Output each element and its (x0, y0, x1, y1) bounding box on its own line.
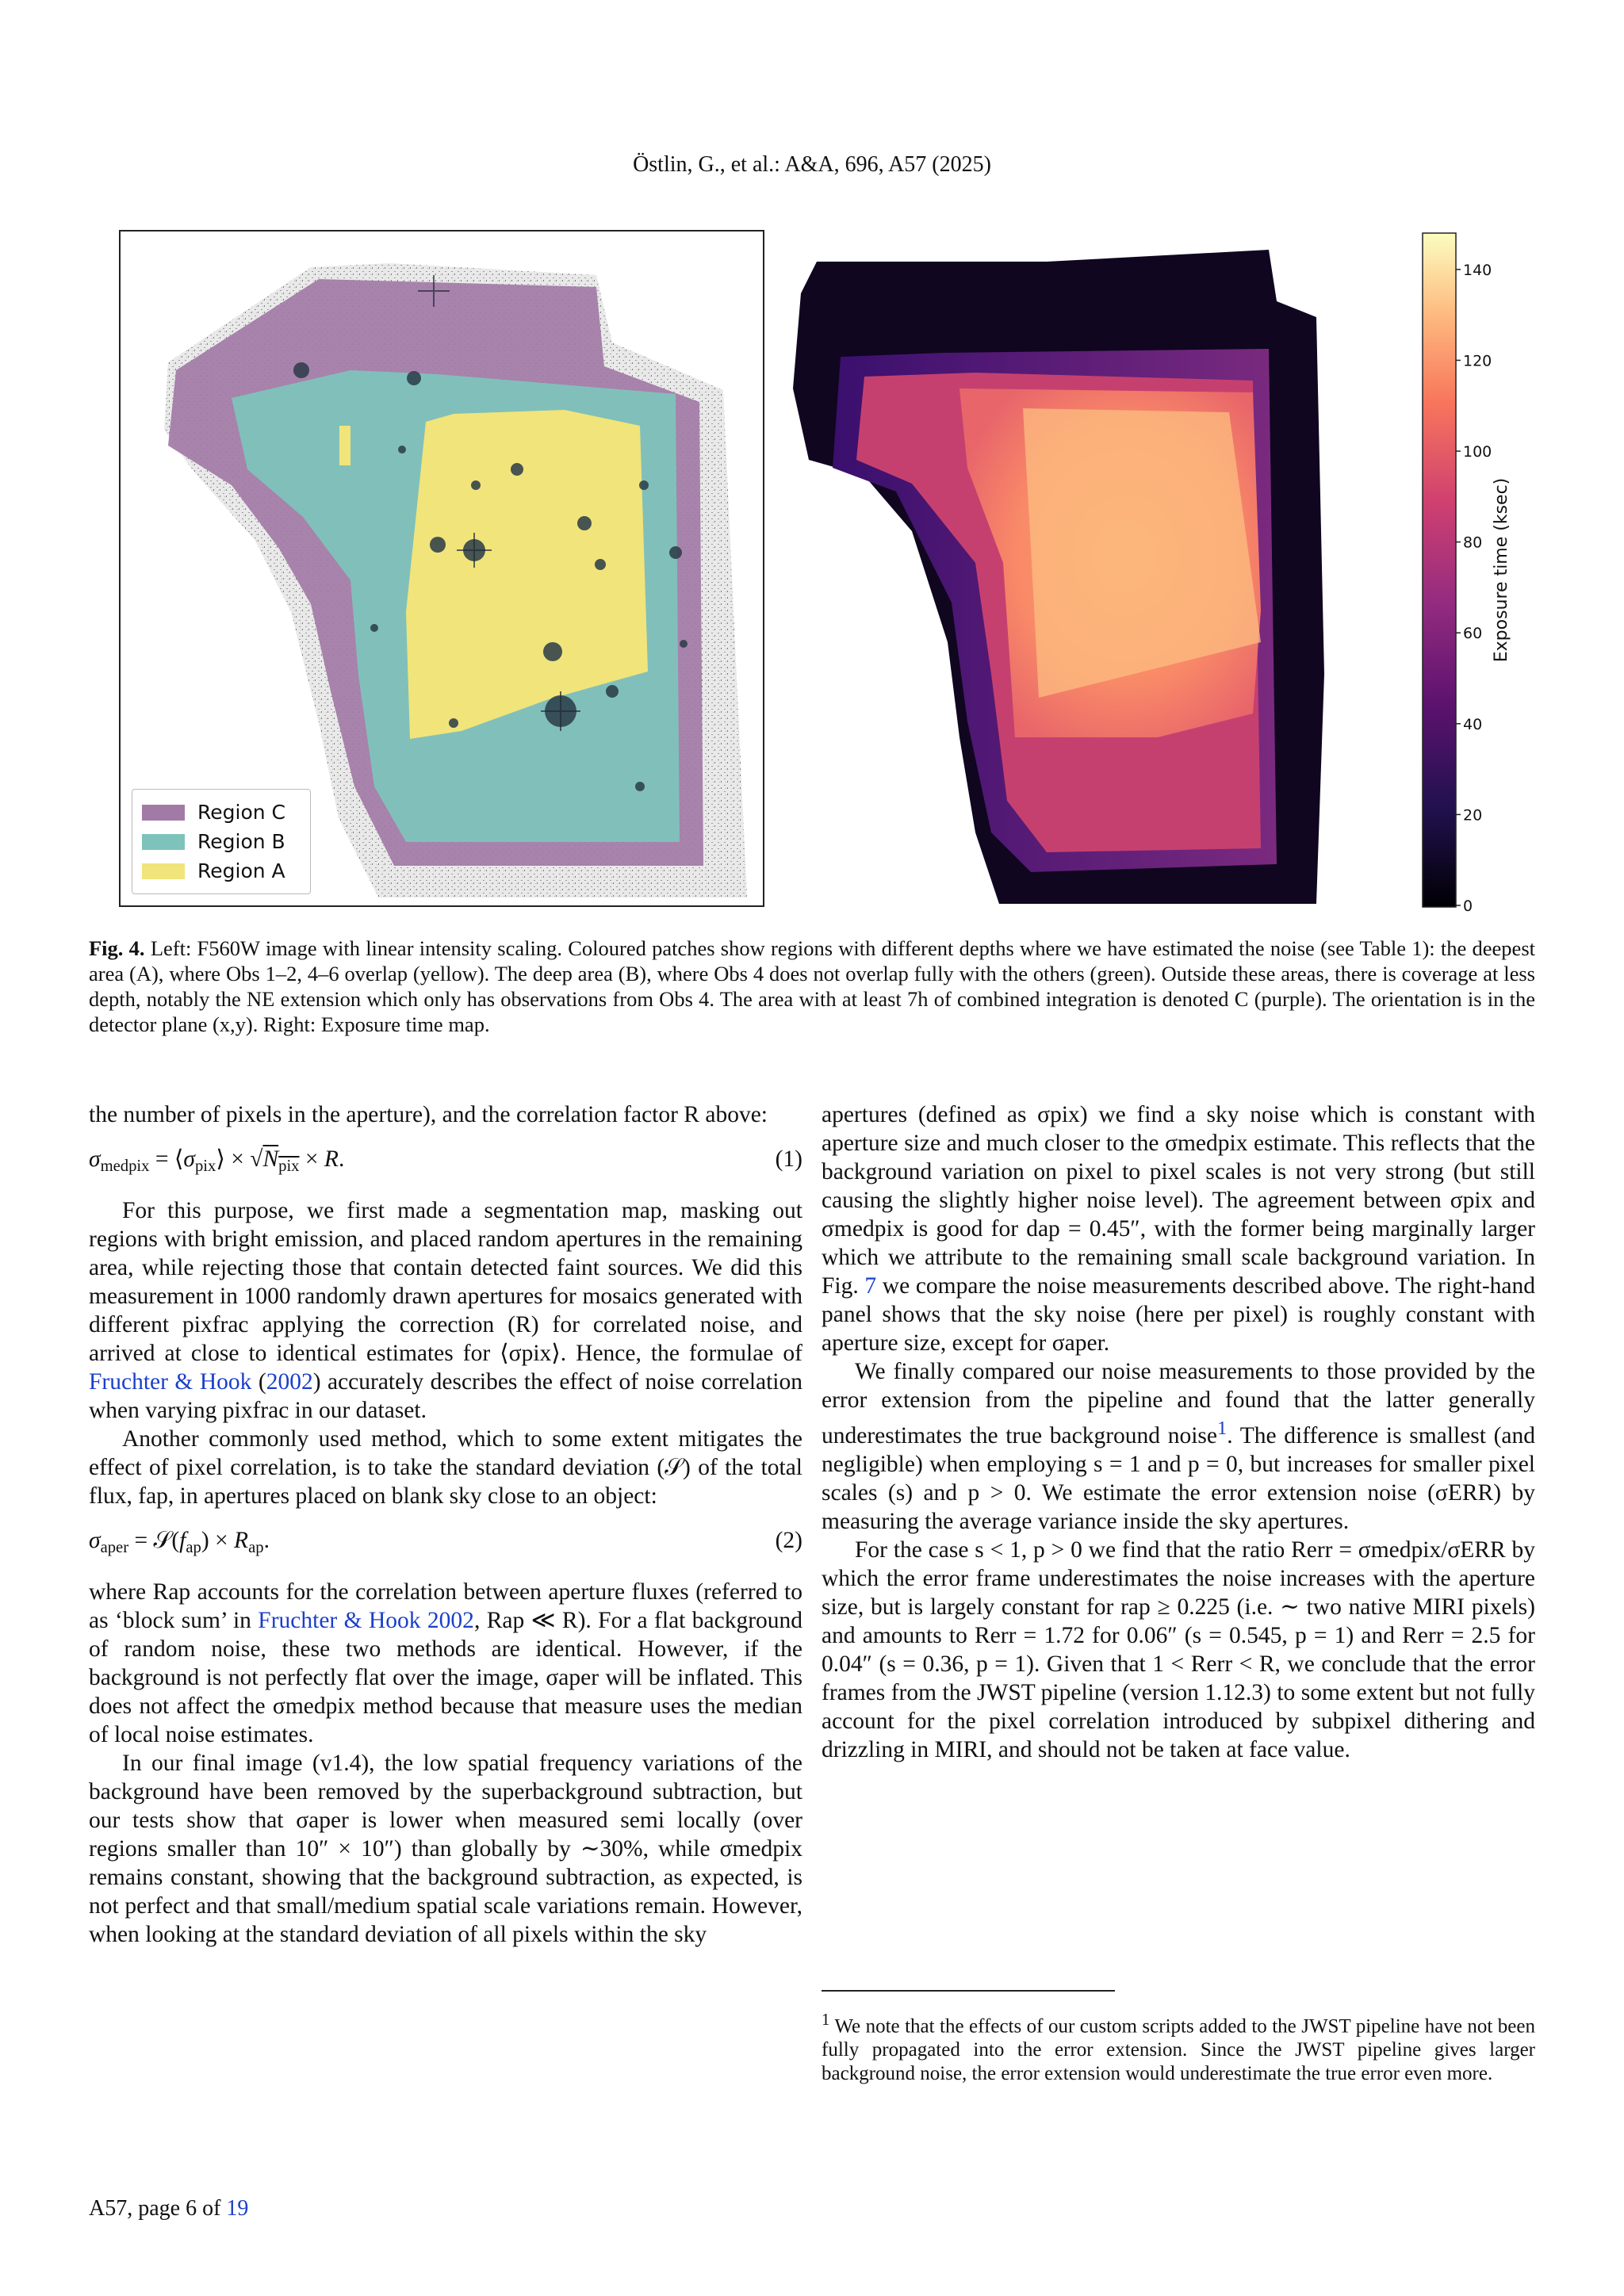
legend-entry-region-a (142, 856, 301, 886)
paragraph (822, 1100, 1535, 1357)
equation-1-body: $\sigma_{medpix}$ = $⟨\sigma_{pix}⟩ \times √N_{pix} \times R$. (89, 1146, 345, 1176)
running-head: Östlin, G., et al.: A&A, 696, A57 (2025) (633, 152, 991, 177)
paragraph-text: we compare the noise measurements described above. The right-hand panel shows that the sky noise (here per pixel) is roughly constant with aperture size, except for σaper. (822, 1273, 1536, 1356)
colorbar-tick-label: 60 (1463, 625, 1483, 643)
colorbar-tick-label: 80 (1463, 534, 1483, 552)
paragraph: the number of pixels in the aperture), and the correlation factor R above: (89, 1102, 768, 1127)
citation-year-link[interactable]: 2002 (266, 1369, 313, 1395)
region-legend (132, 789, 311, 894)
page-footer (89, 2196, 248, 2221)
colorbar-tick-label: 120 (1463, 352, 1492, 370)
colorbar-label: Exposure time (ksec) (1492, 477, 1511, 663)
figure-4 (119, 230, 1515, 912)
legend-entry-region-b (142, 827, 301, 856)
colorbar-tick-label: 140 (1463, 261, 1492, 279)
legend-swatch-purple (142, 805, 185, 821)
left-column (89, 1100, 802, 1949)
exposure-map (777, 230, 1396, 912)
equation-1-number: (1) (775, 1146, 802, 1172)
equation-2-body: $\sigma_{aper}$ = $𝒮(f_{ap}) \times R_{ap}$. (89, 1528, 270, 1557)
colorbar-ticks (1456, 262, 1492, 912)
paragraph-text: where Rap accounts for the correlation between aperture fluxes (referred to as ‘block sum’ in (89, 1579, 802, 1634)
paragraph: Another commonly used method, which to some extent mitigates the effect of pixel correlation, is to take the standard deviation (𝒮) of the total flux, fap, in apertures placed on blank sky close to an object: (89, 1426, 802, 1510)
caption-text: Left: F560W image with linear intensity scaling. Coloured patches show regions with different depths where we have estimated the noise (see Table 1): the deepest area (A), where Obs 1–2, 4–6 overlap (yellow). The deep area (B), where Obs 4 does not overlap fully with the others (green). Outside these areas, there is coverage at less depth, notably the NE extension which only has observations from Obs 4. The area with at least 7h of combined integration is denoted C (purple). The orientation is in the detector plane (x,y). Right: Exposure time map. (89, 936, 1535, 1036)
region-a-sliver (339, 426, 350, 465)
citation-link[interactable]: Fruchter & Hook (89, 1369, 252, 1395)
legend-label: Region A (197, 859, 285, 882)
f560w-image-panel (119, 230, 764, 907)
paragraph (89, 1578, 802, 1749)
paragraph: For the case s < 1, p > 0 we find that the ratio Rerr = σmedpix/σERR by which the error frame underestimates the noise increases with the aperture size, but is largely constant for rap ≥ 0.225 (i.e. ∼ two native MIRI pixels) and amounts to Rerr = 1.72 for 0.06″ (s = 0.545, p = 1) and Rerr = 2.5 for 0.04″ (s = 0.36, p = 1). Given that 1 < Rerr < R, we conclude that the error frames from the JWST pipeline (version 1.12.3) to some extent but not fully account for the pixel correlation introduced by subpixel dithering and drizzling in MIRI, and should not be taken at face value. (822, 1536, 1535, 1762)
colorbar-tick-label: 0 (1463, 897, 1473, 912)
citation-link[interactable]: Fruchter & Hook 2002 (258, 1608, 474, 1634)
footnote-mark: 1 (822, 2010, 830, 2029)
paragraph-text: , Rap ≪ R). For a flat background of random noise, these two methods are identical. However, if the background is not perfectly flat over the image, σaper will be inflated. This does not affect the σmedpix method because that measure uses the median of local noise estimates. (89, 1608, 803, 1748)
footnote-text: We note that the effects of our custom scripts added to the JWST pipeline have not been fully propagated into the error extension. Since the JWST pipeline gives larger background noise, the error extension would underestimate the true error even more. (822, 2015, 1535, 2085)
figure-ref-link[interactable]: 7 (864, 1273, 877, 1299)
paragraph-text: For this purpose, we first made a segmentation map, masking out regions with bright emission, and placed random apertures in the remaining area, while rejecting those that contain detected faint sources. We did this measurement in 1000 randomly drawn apertures for mosaics generated with different pixfrac applying the correction (R) for correlated noise, and arrived at close to identical estimates for ⟨σpix⟩. Hence, the formulae of (89, 1198, 802, 1367)
colorbar-tick-label: 100 (1463, 443, 1492, 461)
paragraph: In our final image (v1.4), the low spatial frequency variations of the background have been removed by the superbackground subtraction, but our tests show that σaper is lower when measured semi locally (over regions smaller than 10″ × 10″) than globally by ∼30%, while σmedpix remains constant, showing that the background subtraction, as expected, is not perfect and that small/medium spatial scale variations remain. However, when looking at the standard deviation of all pixels within the sky (89, 1751, 802, 1948)
colorbar-tick-label: 20 (1463, 806, 1483, 825)
paragraph-text: . The difference is smallest (and negligible) when employing s = 1 and p = 0, but increases for smaller pixel scales (s) and p > 0. We estimate the error extension noise (σERR) by measuring the average variance inside the sky apertures. (822, 1422, 1535, 1534)
legend-entry-region-c (142, 798, 301, 827)
page-footer-prefix: A57, page 6 of (89, 2196, 221, 2221)
colorbar (1419, 230, 1515, 912)
paragraph: For this purpose, we first made a segmentation map, masking out regions with bright emission, and placed random apertures in the remaining area, while rejecting those that contain detected faint sources. We did this measurement in 1000 randomly drawn apertures for mosaics generated with different pixfrac applying the correction (R) for correlated noise, and arrived at close to identical estimates for ⟨σpix⟩. Hence, the formulae of Fruchter & Hook (2002) accurately describes the effect of noise correlation when varying pixfrac in our dataset. (89, 1198, 802, 1424)
paragraph-text: apertures (defined as σpix) we find a sky noise which is constant with aperture size and much closer to the σmedpix estimate. This reflects that the background variation on pixel to pixel scales is not very strong (but still causing the slightly higher noise level). The agreement between σpix and σmedpix is good for dap = 0.45″, with the former being marginally larger which we attribute to the remaining small scale background variation. In Fig. (822, 1102, 1535, 1299)
exposure-map-panel (777, 230, 1396, 912)
colorbar-tick-label: 40 (1463, 715, 1483, 733)
footnote-divider (822, 1990, 1115, 1992)
paragraph (822, 1357, 1535, 1536)
legend-swatch-teal (142, 834, 185, 850)
equation-2-number: (2) (775, 1528, 802, 1554)
page-total-link[interactable]: 19 (226, 2196, 249, 2221)
footnote-ref-link[interactable]: 1 (1216, 1418, 1228, 1439)
caption-label: Fig. 4. (89, 936, 145, 960)
equation-2 (89, 1526, 802, 1562)
colorbar-gradient (1423, 233, 1456, 907)
footnote (822, 2007, 1535, 2086)
legend-label: Region C (197, 801, 285, 824)
paragraph-text: accurately describes the effect of noise correlation when varying pixfrac in our dataset. (89, 1369, 802, 1424)
right-column (822, 1100, 1535, 1764)
equation-1 (89, 1145, 802, 1181)
legend-label: Region B (197, 830, 285, 853)
colorbar-graphic (1419, 230, 1515, 912)
legend-swatch-yellow (142, 863, 185, 879)
figure-caption (89, 936, 1535, 1037)
paragraph-text: We finally compared our noise measurements to those provided by the error extension from the pipeline and found that the latter generally underestimates the true background noise (822, 1359, 1535, 1448)
